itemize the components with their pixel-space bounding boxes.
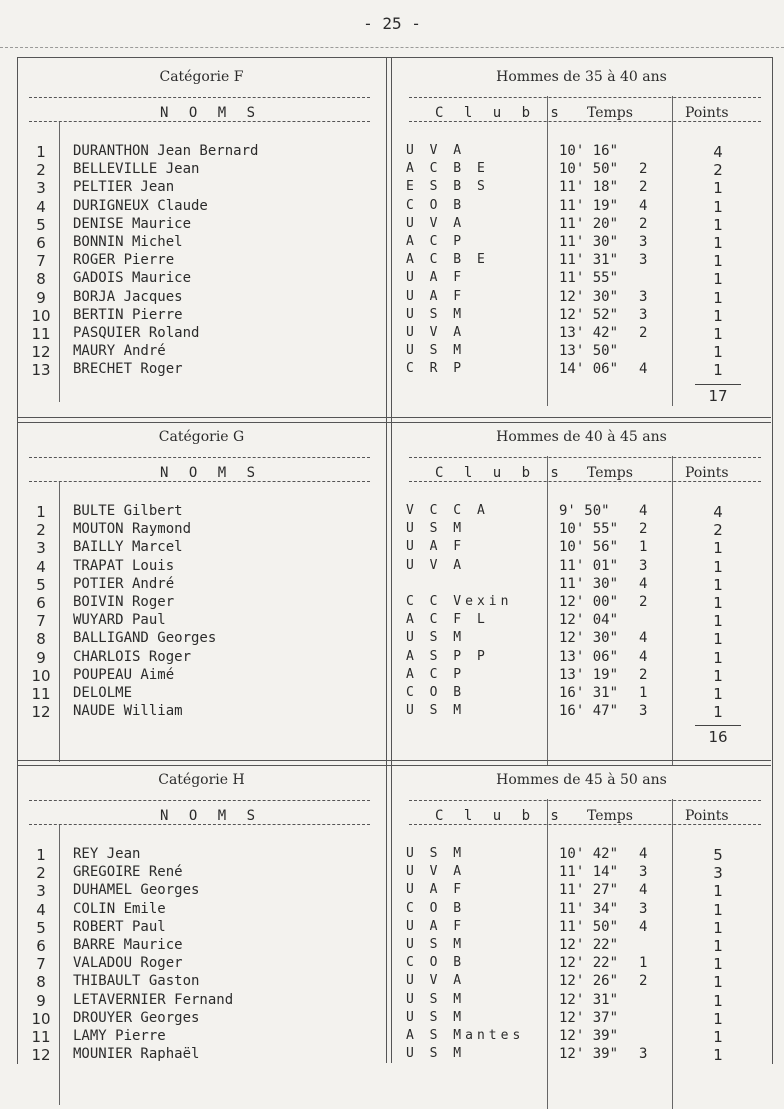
page-number: - 25 - bbox=[363, 14, 421, 33]
club-name: U V A bbox=[406, 557, 466, 573]
temps-header: Temps bbox=[587, 105, 633, 121]
athlete-name: BERTIN Pierre bbox=[73, 306, 183, 323]
athlete-name: POTIER André bbox=[73, 575, 175, 592]
athlete-name: DURANTHON Jean Bernard bbox=[73, 143, 259, 159]
race-time: 16' 47" bbox=[559, 703, 619, 720]
race-time: 10' 50" bbox=[559, 161, 619, 178]
rank-number: 6 bbox=[36, 594, 46, 612]
table-row bbox=[17, 198, 771, 216]
table-row bbox=[17, 234, 771, 252]
points-value: 1 bbox=[713, 973, 723, 992]
rank-number: 10 bbox=[31, 306, 51, 325]
rank-number: 3 bbox=[36, 882, 46, 901]
points-value: 4 bbox=[713, 143, 723, 161]
table-row bbox=[17, 307, 771, 325]
table-row bbox=[17, 576, 771, 594]
athlete-name: BARRE Maurice bbox=[73, 937, 183, 953]
athlete-name: MAURY André bbox=[73, 343, 166, 360]
age-group-title: Hommes de 35 à 40 ans bbox=[496, 69, 667, 85]
rank-number: 3 bbox=[36, 539, 46, 558]
club-place: 4 bbox=[639, 648, 648, 665]
race-time: 11' 34" bbox=[559, 900, 619, 917]
club-place: 3 bbox=[639, 703, 648, 720]
club-place: 3 bbox=[639, 864, 648, 881]
rank-number: 5 bbox=[36, 215, 46, 234]
rank-number: 2 bbox=[36, 864, 46, 883]
race-time: 10' 16" bbox=[559, 143, 619, 159]
club-name: A C B E bbox=[406, 161, 489, 177]
athlete-name: REY Jean bbox=[73, 846, 141, 862]
points-value: 1 bbox=[713, 918, 723, 937]
table-row bbox=[17, 901, 771, 919]
athlete-name: THIBAULT Gaston bbox=[73, 973, 200, 990]
rank-number: 7 bbox=[36, 612, 46, 631]
points-value: 2 bbox=[713, 521, 723, 540]
points-value: 1 bbox=[713, 575, 723, 594]
table-row bbox=[17, 343, 771, 361]
athlete-name: PASQUIER Roland bbox=[73, 325, 200, 341]
club-place: 1 bbox=[639, 539, 648, 556]
noms-header: N O M S bbox=[160, 465, 262, 481]
club-place: 3 bbox=[639, 288, 648, 305]
points-value: 1 bbox=[713, 539, 723, 558]
club-place: 4 bbox=[639, 197, 648, 214]
points-header: Points bbox=[685, 465, 729, 481]
top-divider bbox=[0, 47, 784, 48]
points-value: 1 bbox=[713, 1009, 723, 1028]
race-time: 13' 19" bbox=[559, 666, 619, 683]
athlete-name: WUYARD Paul bbox=[73, 612, 166, 629]
header-rule bbox=[29, 481, 370, 482]
club-place: 2 bbox=[639, 325, 648, 341]
header-rule bbox=[409, 824, 761, 825]
points-value: 1 bbox=[713, 270, 723, 289]
club-name: A C P bbox=[406, 234, 466, 249]
club-name: U S M bbox=[406, 630, 466, 646]
athlete-name: MOUTON Raymond bbox=[73, 521, 192, 538]
club-name: U S M bbox=[406, 1046, 466, 1062]
table-row bbox=[17, 270, 771, 288]
points-value: 1 bbox=[713, 179, 723, 198]
club-place: 3 bbox=[639, 1046, 648, 1063]
table-row bbox=[17, 846, 771, 864]
club-name: U A F bbox=[406, 882, 466, 898]
race-time: 11' 31" bbox=[559, 252, 619, 269]
points-total: 16 bbox=[708, 728, 728, 747]
points-value: 1 bbox=[713, 197, 723, 216]
race-time: 13' 50" bbox=[559, 343, 619, 360]
header-rule bbox=[409, 121, 761, 122]
club-name: C O B bbox=[406, 955, 466, 971]
rank-number: 2 bbox=[36, 161, 46, 180]
rank-number: 9 bbox=[36, 991, 46, 1010]
race-time: 11' 19" bbox=[559, 197, 619, 214]
race-time: 11' 20" bbox=[559, 215, 619, 232]
table-row bbox=[17, 864, 771, 882]
race-time: 12' 22" bbox=[559, 955, 619, 972]
club-place: 2 bbox=[639, 666, 648, 683]
athlete-name: ROGER Pierre bbox=[73, 252, 175, 269]
points-value: 2 bbox=[713, 161, 723, 180]
club-name: U S M bbox=[406, 703, 466, 719]
club-name: A S Mantes bbox=[406, 1028, 525, 1043]
race-time: 12' 26" bbox=[559, 973, 619, 990]
club-name: U A F bbox=[406, 270, 466, 286]
table-row bbox=[17, 252, 771, 270]
race-time: 10' 42" bbox=[559, 846, 619, 862]
athlete-name: DROUYER Georges bbox=[73, 1009, 200, 1026]
table-row bbox=[17, 143, 771, 161]
club-place: 4 bbox=[639, 575, 648, 592]
race-time: 14' 06" bbox=[559, 361, 619, 378]
club-name: U V A bbox=[406, 215, 466, 231]
rank-number: 13 bbox=[31, 361, 51, 380]
athlete-name: GREGOIRE René bbox=[73, 864, 183, 881]
rank-number: 4 bbox=[36, 557, 46, 576]
table-row bbox=[17, 630, 771, 648]
athlete-name: DENISE Maurice bbox=[73, 215, 192, 232]
table-row bbox=[17, 1028, 771, 1046]
table-row bbox=[17, 361, 771, 379]
club-name: E S B S bbox=[406, 179, 489, 195]
club-name: U A F bbox=[406, 918, 466, 934]
race-time: 11' 01" bbox=[559, 557, 619, 574]
points-value: 1 bbox=[713, 343, 723, 362]
rank-number: 6 bbox=[36, 234, 46, 252]
club-place: 3 bbox=[639, 900, 648, 917]
rank-number: 12 bbox=[31, 343, 51, 362]
rank-number: 5 bbox=[36, 918, 46, 937]
category-section bbox=[17, 420, 771, 760]
club-name: V C C A bbox=[406, 503, 489, 518]
race-time: 12' 22" bbox=[559, 937, 619, 953]
points-value: 1 bbox=[713, 955, 723, 974]
rank-number: 1 bbox=[36, 846, 46, 864]
athlete-name: BOIVIN Roger bbox=[73, 594, 175, 610]
athlete-name: DUHAMEL Georges bbox=[73, 882, 200, 899]
race-time: 9' 50" bbox=[559, 503, 610, 519]
race-time: 11' 27" bbox=[559, 882, 619, 899]
athlete-name: BULTE Gilbert bbox=[73, 503, 183, 519]
athlete-name: DELOLME bbox=[73, 685, 133, 701]
header-rule bbox=[29, 824, 370, 825]
race-time: 11' 55" bbox=[559, 270, 619, 287]
club-name: U V A bbox=[406, 864, 466, 880]
club-name: U S M bbox=[406, 343, 466, 359]
table-row bbox=[17, 325, 771, 343]
table-row bbox=[17, 289, 771, 307]
rank-number: 9 bbox=[36, 288, 46, 307]
points-value: 1 bbox=[713, 325, 723, 343]
race-time: 13' 06" bbox=[559, 648, 619, 665]
rank-number: 12 bbox=[31, 703, 51, 722]
rank-number: 12 bbox=[31, 1046, 51, 1065]
rank-number: 2 bbox=[36, 521, 46, 540]
table-row bbox=[17, 937, 771, 955]
athlete-name: BORJA Jacques bbox=[73, 288, 183, 305]
points-value: 3 bbox=[713, 864, 723, 883]
club-place: 3 bbox=[639, 557, 648, 574]
table-row bbox=[17, 612, 771, 630]
header-rule bbox=[29, 800, 370, 801]
rank-number: 1 bbox=[36, 503, 46, 521]
athlete-name: NAUDE William bbox=[73, 703, 183, 720]
race-time: 12' 30" bbox=[559, 630, 619, 647]
race-time: 10' 55" bbox=[559, 521, 619, 538]
clubs-header: C l u b s bbox=[435, 105, 565, 121]
club-name: U A F bbox=[406, 539, 466, 555]
table-row bbox=[17, 1046, 771, 1064]
total-rule bbox=[695, 725, 741, 726]
rank-number: 10 bbox=[31, 666, 51, 685]
athlete-name: BELLEVILLE Jean bbox=[73, 161, 200, 178]
section-separator bbox=[17, 760, 771, 766]
race-time: 12' 30" bbox=[559, 288, 619, 305]
table-row bbox=[17, 667, 771, 685]
rank-number: 8 bbox=[36, 973, 46, 992]
points-value: 1 bbox=[713, 1046, 723, 1065]
table-row bbox=[17, 594, 771, 612]
club-name: C O B bbox=[406, 197, 466, 213]
race-time: 10' 56" bbox=[559, 539, 619, 556]
rank-number: 4 bbox=[36, 197, 46, 216]
club-name: U S M bbox=[406, 306, 466, 322]
rank-number: 11 bbox=[31, 325, 51, 343]
points-value: 4 bbox=[713, 503, 723, 521]
rank-number: 7 bbox=[36, 955, 46, 974]
rank-number: 3 bbox=[36, 179, 46, 198]
rank-number: 5 bbox=[36, 575, 46, 594]
rank-number: 1 bbox=[36, 143, 46, 161]
race-time: 12' 39" bbox=[559, 1028, 619, 1044]
athlete-name: PELTIER Jean bbox=[73, 179, 175, 196]
rank-number: 10 bbox=[31, 1009, 51, 1028]
club-name: U S M bbox=[406, 991, 466, 1007]
athlete-name: BONNIN Michel bbox=[73, 234, 183, 250]
athlete-name: BRECHET Roger bbox=[73, 361, 183, 378]
club-place: 3 bbox=[639, 252, 648, 269]
club-place: 4 bbox=[639, 882, 648, 899]
points-header: Points bbox=[685, 808, 729, 824]
club-place: 2 bbox=[639, 215, 648, 232]
header-rule bbox=[409, 97, 761, 98]
club-name: C O B bbox=[406, 900, 466, 916]
club-name: A C P bbox=[406, 666, 466, 682]
points-value: 5 bbox=[713, 846, 723, 864]
club-name: U V A bbox=[406, 143, 466, 158]
rank-number: 4 bbox=[36, 900, 46, 919]
table-row bbox=[17, 216, 771, 234]
athlete-name: MOUNIER Raphaël bbox=[73, 1046, 200, 1063]
table-row bbox=[17, 503, 771, 521]
table-row bbox=[17, 1010, 771, 1028]
table-row bbox=[17, 179, 771, 197]
rank-number: 6 bbox=[36, 937, 46, 955]
club-name: U V A bbox=[406, 973, 466, 989]
clubs-header: C l u b s bbox=[435, 808, 565, 824]
header-rule bbox=[29, 457, 370, 458]
club-place: 3 bbox=[639, 234, 648, 250]
athlete-name: BAILLY Marcel bbox=[73, 539, 183, 556]
table-row bbox=[17, 882, 771, 900]
athlete-name: LETAVERNIER Fernand bbox=[73, 991, 234, 1008]
points-value: 1 bbox=[713, 991, 723, 1010]
club-name: U S M bbox=[406, 521, 466, 537]
rank-number: 9 bbox=[36, 648, 46, 667]
noms-header: N O M S bbox=[160, 808, 262, 824]
temps-header: Temps bbox=[587, 465, 633, 481]
rank-number: 11 bbox=[31, 685, 51, 703]
points-value: 1 bbox=[713, 703, 723, 722]
race-time: 11' 18" bbox=[559, 179, 619, 196]
club-place: 4 bbox=[639, 918, 648, 935]
club-name: C R P bbox=[406, 361, 466, 377]
table-row bbox=[17, 539, 771, 557]
club-place: 4 bbox=[639, 846, 648, 862]
athlete-name: ROBERT Paul bbox=[73, 918, 166, 935]
table-row bbox=[17, 161, 771, 179]
table-row bbox=[17, 521, 771, 539]
race-time: 12' 31" bbox=[559, 991, 619, 1008]
section-separator bbox=[17, 417, 771, 423]
points-value: 1 bbox=[713, 252, 723, 271]
athlete-name: TRAPAT Louis bbox=[73, 557, 175, 574]
race-time: 11' 30" bbox=[559, 575, 619, 592]
table-row bbox=[17, 685, 771, 703]
club-name: A C F L bbox=[406, 612, 489, 628]
club-name: U V A bbox=[406, 325, 466, 340]
club-name: A S P P bbox=[406, 648, 489, 664]
table-row bbox=[17, 649, 771, 667]
points-value: 1 bbox=[713, 288, 723, 307]
points-value: 1 bbox=[713, 557, 723, 576]
club-place: 2 bbox=[639, 179, 648, 196]
noms-header: N O M S bbox=[160, 105, 262, 121]
header-rule bbox=[29, 97, 370, 98]
athlete-name: COLIN Emile bbox=[73, 900, 166, 917]
club-place: 2 bbox=[639, 594, 648, 610]
club-name: U A F bbox=[406, 288, 466, 304]
club-place: 2 bbox=[639, 973, 648, 990]
club-place: 1 bbox=[639, 685, 648, 701]
points-value: 1 bbox=[713, 306, 723, 325]
table-row bbox=[17, 973, 771, 991]
points-total: 17 bbox=[708, 386, 728, 405]
rank-number: 8 bbox=[36, 270, 46, 289]
club-name: U S M bbox=[406, 1009, 466, 1025]
table-row bbox=[17, 919, 771, 937]
category-title: Catégorie F bbox=[159, 69, 244, 85]
points-value: 1 bbox=[713, 234, 723, 252]
athlete-name: BALLIGAND Georges bbox=[73, 630, 217, 647]
table-row bbox=[17, 955, 771, 973]
race-time: 11' 50" bbox=[559, 918, 619, 935]
points-value: 1 bbox=[713, 900, 723, 919]
club-name: C O B bbox=[406, 685, 466, 700]
club-place: 3 bbox=[639, 306, 648, 323]
club-place: 1 bbox=[639, 955, 648, 972]
header-rule bbox=[409, 481, 761, 482]
category-title: Catégorie G bbox=[158, 429, 245, 445]
points-value: 1 bbox=[713, 937, 723, 955]
points-header: Points bbox=[685, 105, 729, 121]
club-name: C C Vexin bbox=[406, 594, 513, 609]
table-row bbox=[17, 703, 771, 721]
club-place: 2 bbox=[639, 161, 648, 178]
points-value: 1 bbox=[713, 882, 723, 901]
race-time: 12' 39" bbox=[559, 1046, 619, 1063]
age-group-title: Hommes de 45 à 50 ans bbox=[496, 772, 667, 788]
category-section bbox=[17, 60, 771, 405]
athlete-name: CHARLOIS Roger bbox=[73, 648, 192, 665]
race-time: 12' 04" bbox=[559, 612, 619, 629]
race-time: 11' 14" bbox=[559, 864, 619, 881]
category-title: Catégorie H bbox=[158, 772, 245, 788]
rank-number: 8 bbox=[36, 630, 46, 649]
age-group-title: Hommes de 40 à 45 ans bbox=[496, 429, 667, 445]
points-value: 1 bbox=[713, 666, 723, 685]
points-value: 1 bbox=[713, 361, 723, 380]
race-time: 11' 30" bbox=[559, 234, 619, 250]
club-name: U S M bbox=[406, 937, 466, 952]
athlete-name: VALADOU Roger bbox=[73, 955, 183, 972]
points-value: 1 bbox=[713, 648, 723, 667]
race-time: 16' 31" bbox=[559, 685, 619, 701]
race-time: 12' 52" bbox=[559, 306, 619, 323]
clubs-header: C l u b s bbox=[435, 465, 565, 481]
points-value: 1 bbox=[713, 594, 723, 612]
race-time: 13' 42" bbox=[559, 325, 619, 341]
club-name: A C B E bbox=[406, 252, 489, 268]
athlete-name: DURIGNEUX Claude bbox=[73, 197, 208, 214]
rank-number: 7 bbox=[36, 252, 46, 271]
header-rule bbox=[29, 121, 370, 122]
athlete-name: POUPEAU Aimé bbox=[73, 666, 175, 683]
athlete-name: GADOIS Maurice bbox=[73, 270, 192, 287]
table-row bbox=[17, 558, 771, 576]
club-name: U S M bbox=[406, 846, 466, 861]
points-value: 1 bbox=[713, 1028, 723, 1046]
club-place: 2 bbox=[639, 521, 648, 538]
club-place: 4 bbox=[639, 630, 648, 647]
points-value: 1 bbox=[713, 630, 723, 649]
points-value: 1 bbox=[713, 612, 723, 631]
points-value: 1 bbox=[713, 215, 723, 234]
header-rule bbox=[409, 457, 761, 458]
total-rule bbox=[695, 384, 741, 385]
race-time: 12' 37" bbox=[559, 1009, 619, 1026]
rank-number: 11 bbox=[31, 1028, 51, 1046]
header-rule bbox=[409, 800, 761, 801]
table-row bbox=[17, 992, 771, 1010]
points-value: 1 bbox=[713, 685, 723, 703]
temps-header: Temps bbox=[587, 808, 633, 824]
race-time: 12' 00" bbox=[559, 594, 619, 610]
club-place: 4 bbox=[639, 503, 648, 519]
category-section bbox=[17, 763, 771, 1103]
club-place: 4 bbox=[639, 361, 648, 378]
athlete-name: LAMY Pierre bbox=[73, 1028, 166, 1044]
